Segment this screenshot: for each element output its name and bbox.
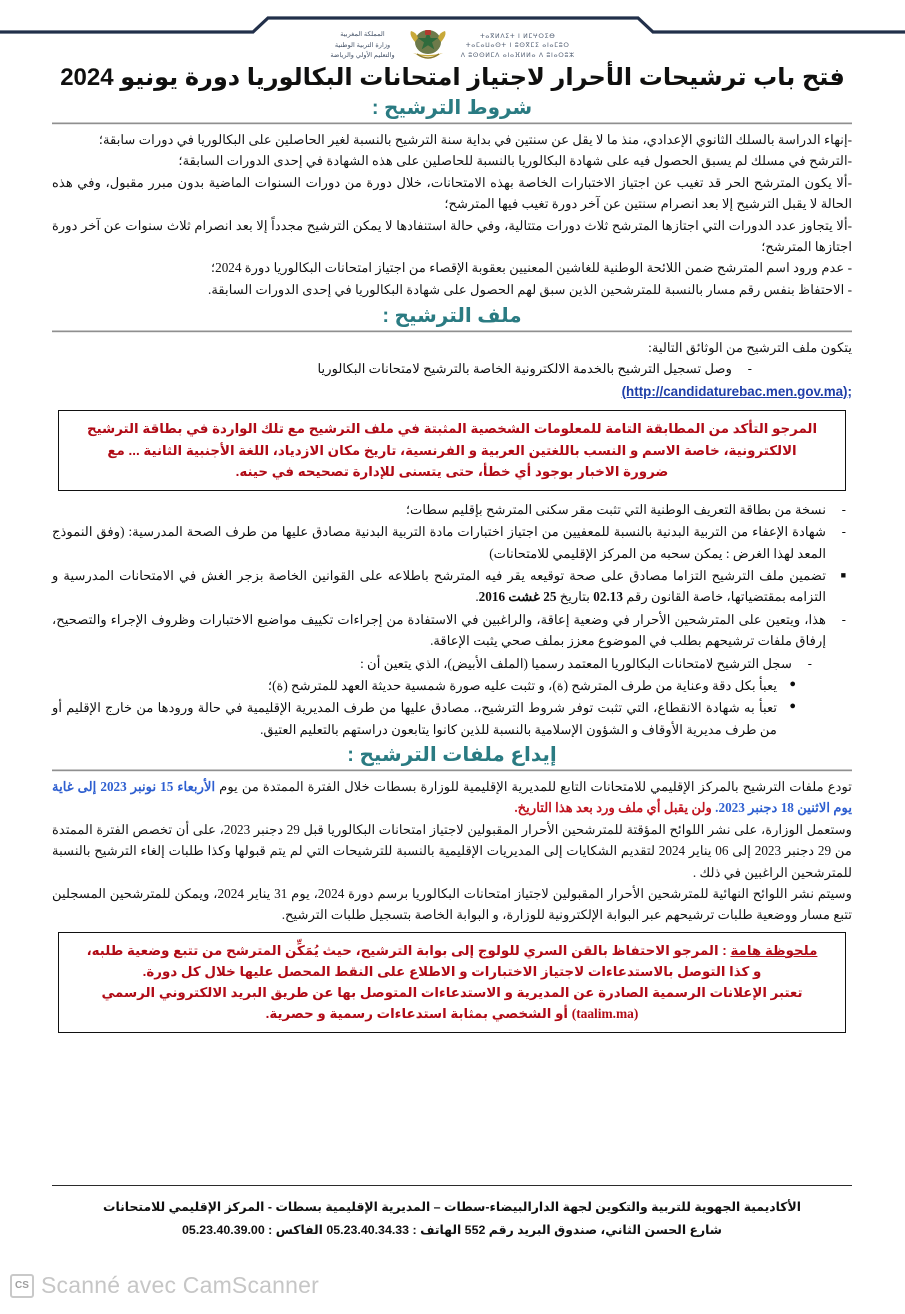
- warning-1-line-1: المرجو التأكد من المطابقة التامة للمعلومات الشخصية المثبتة في ملف الترشيح مع تلك الواردة في بطاقة الترشيح: [86, 421, 818, 437]
- condition-text-1: -إنهاء الدراسة بالسلك الثانوي الإعدادي، منذ ما لا يقل عن سنتين في بداية سنة الترشيح بالنسبة لغير الحاصلين على البكالوريا في دورات سابقة؛: [98, 132, 852, 147]
- footer-divider: [52, 1185, 852, 1186]
- warning-2-line-2: و كذا التوصل بالاستدعاءات لاجتياز الاختبارات و الاطلاع على النقط المحصل عليها خلال كل دورة.: [142, 963, 762, 979]
- condition-text-3: -ألا يكون المترشح الحر قد تغيب عن اجتياز الاختبارات الخاصة بهذه الامتحانات، خلال دورة من دورات السنوات الماضية بدون مبرر مقبول، وفي هذه الحالة لا يقبل الترشيح إلا بعد انصرام سنتين عن آخر دورة تغيب فيها المترشح؛: [52, 174, 852, 212]
- footer-contact: [52, 1219, 852, 1242]
- camscanner-icon: CS: [10, 1274, 34, 1298]
- warning-2-line-4-post: أو الشخصي بمثابة استدعاءات رسمية و حصرية.: [265, 1006, 572, 1022]
- list-item: [52, 697, 852, 740]
- warning-1-line-3: ضرورة الاخبار بوجود أي خطأ، حتى يتسنى للإدارة تصحيحه في حينه.: [235, 463, 669, 479]
- file-documents-list: [52, 499, 852, 674]
- arabic-line-1: المملكة المغربية: [340, 31, 385, 39]
- list-item: [52, 609, 852, 652]
- arabic-ministry-text: [330, 30, 394, 62]
- ministry-header: [0, 22, 905, 70]
- file-doc-3-text: [52, 568, 826, 604]
- deposit-p1-intro: تودع ملفات الترشيح بالمركز الإقليمي للامتحانات التابع للمديرية الإقليمية للوزارة بسطات خلال الفترة الممتدة من يوم: [215, 779, 852, 795]
- list-item: [52, 653, 852, 674]
- warning-box-personal-data: [58, 410, 846, 491]
- dash-marker: -: [841, 611, 846, 627]
- condition-text-2: -الترشح في مسلك لم يسبق الحصول فيه على شهادة البكالوريا بالنسبة للحاصلين على هذه الشهادة في إحدى الدورات السابقة؛: [178, 153, 852, 169]
- bullet-marker: ●: [789, 700, 796, 713]
- file-intro-text: يتكون ملف الترشيح من الوثائق التالية:: [648, 340, 852, 355]
- bullet-marker: ●: [789, 677, 796, 690]
- section-heading-conditions: شروط الترشيح :: [371, 97, 533, 119]
- file-doc-2-text: شهادة الإعفاء من التربية البدنية بالنسبة للمعفيين من اجتياز اختبارات مادة التربية البدنية مصادق عليها من طرف الصحة المدرسية: (وفق النموذج المعد لهذا الغرض : يمكن سحبه من المركز الإقليمي للامتحانات): [52, 524, 826, 561]
- tifinagh-line-2: ⵜⴰⵎⴰⵡⴰⵙⵜ ⵏ ⵓⵙⴳⵎⵉ ⴰⵏⴰⵎⵓⵔ: [465, 42, 570, 50]
- tifinagh-line-3: ⴷ ⵓⵙⵙⵍⵎⴷ ⴰⵏⴰⴼⵍⵍⴰ ⴷ ⵓⵏⴰⵔⵓⵣ: [460, 51, 575, 59]
- condition-text-5: - عدم ورود اسم المترشح ضمن اللائحة الوطنية للغاشين المعنيين بعقوبة الإقصاء من اجتياز امتحانات البكالوريا دورة 2024؛: [210, 260, 852, 276]
- condition-text-4: -ألا يتجاوز عدد الدورات التي اجتازها المترشح ثلاث دورات متتالية، وفي حالة استنفادها لا يمكن الترشيح مجدداً إلا بعد انصرام ثلاث سنوات عن آخر دورة اجتازها المترشح؛: [52, 217, 852, 254]
- footer-fax-label: الفاكس :: [264, 1222, 327, 1237]
- list-item: [52, 358, 852, 379]
- dash-marker: -: [747, 361, 752, 377]
- candidature-portal-link[interactable]: (http://candidaturebac.men.gov.ma): [621, 383, 848, 399]
- list-item: [52, 499, 852, 520]
- heading-divider: [52, 769, 852, 772]
- arabic-line-3: والتعليم الأولي والرياضة: [330, 52, 395, 60]
- tifinagh-ministry-text: [461, 32, 575, 61]
- taalim-domain: (taalim.ma): [571, 1006, 639, 1022]
- deposit-paragraph-2: وستعمل الوزارة، على نشر اللوائح المؤقتة للمترشحين الأحرار المقبولين لاجتياز امتحانات البكالوريا قبل 29 دجنبر 2023، على أن تخصص الفترة الممتدة من 29 دجنبر 2023 إلى 06 يناير 2024 لتقديم الشكايات إلى المديريات الإقليمية بالنسبة للترشيحات التي لم يتم قبولها وكذا طلبات إلغاء الترشيح بالنسبة للمترشحين الراغبين في ذلك .: [52, 821, 852, 880]
- file-doc-3-part-5: .: [475, 589, 479, 605]
- file-doc-3-part-3: بتاريخ: [556, 589, 594, 605]
- law-date: 25 غشت 2016: [478, 589, 557, 605]
- footer-phone: 05.23.40.34.33: [326, 1222, 410, 1237]
- footer-organization: الأكاديمية الجهوية للتربية والتكوين لجهة الدارالبيضاء-سطات – المديرية الإقليمية بسطات - المركز الإقليمي للامتحانات: [103, 1200, 801, 1214]
- warning-2-line-4: [71, 1003, 833, 1024]
- file-item-1-text: وصل تسجيل الترشيح بالخدمة الالكترونية الخاصة بالترشيح لامتحانات البكالوريا: [317, 361, 732, 377]
- document-body: [52, 96, 852, 1041]
- list-item: [52, 565, 852, 608]
- file-doc-1-text: نسخة من بطاقة التعريف الوطنية التي تثبت مقر سكنى المترشح بإقليم سطات؛: [405, 501, 826, 517]
- dash-marker: -: [841, 501, 846, 517]
- list-item: [52, 521, 852, 564]
- file-doc-4-text: هذا، ويتعين على المترشحين الأحرار في وضعية إعاقة، والراغبين في الاستفادة من إجراءات تكييف مواضيع الاختبارات وظروف الإجراء والتصحيح، إرفاق ملفات ترشيحهم بطلب في الموضوع معزز بملف صحي يثبت الإعاقة.: [52, 611, 826, 649]
- moroccan-coat-of-arms-icon: [405, 26, 451, 66]
- warning-2-line-1-rest: : المرجو الاحتفاظ بالقن السري للولوج إلى بوابة الترشيح، حيث يُمَكِّن المترشح من تتبع وضعية طلبه،: [86, 942, 731, 958]
- heading-divider: [52, 330, 852, 333]
- file-documents-list-top: [52, 358, 852, 379]
- law-number: 02.13: [593, 589, 623, 605]
- deposit-date-range: الأربعاء 15 نونبر 2023 إلى غاية يوم الاثنين 18 دجنبر 2023.: [52, 779, 852, 816]
- section-heading-file: ملف الترشيح :: [382, 305, 522, 327]
- warning-2-line-3: تعتبر الإعلانات الرسمية الصادرة عن المديرية و الاستدعاءات المتوصل بها عن طريق البريد الالكتروني الرسمي: [101, 985, 803, 1001]
- ministry-logo: [330, 26, 574, 66]
- file-doc-3-part-1: تضمين ملف الترشيح التزاما مصادق على صحة توقيعه يقر فيه المترشح باطلاعه على القوانين الخاصة بزجر الغش في الامتحانات المدرسية و التزامه بمقتضياتها، خاصة القانون رقم: [52, 568, 826, 605]
- dash-marker: -: [841, 524, 846, 540]
- footer-fax: 05.23.40.39.00: [182, 1222, 265, 1237]
- white-file-subitems-list: [52, 675, 852, 740]
- url-suffix: ;: [847, 383, 852, 399]
- deposit-paragraph-3: وسيتم نشر اللوائح النهائية للمترشحين الأحرار المقبولين لاجتياز امتحانات البكالوريا برسم دورة 2024، يوم 31 يناير 2024، ويمكن للمترشحين المسجلين تتبع مسار ووضعية طلبات ترشيحهم عبر البوابة الإلكترونية للوزارة، و البوابة الخاصة بتسجيل طلبات الترشيح.: [52, 885, 853, 923]
- deposit-deadline-warning: ولن يقبل أي ملف ورد بعد هذا التاريخ.: [514, 800, 716, 816]
- camscanner-watermark: [10, 1272, 319, 1299]
- warning-box-important-note: [58, 932, 846, 1034]
- square-bullet-marker: ■: [840, 570, 846, 581]
- file-doc-5-text: سجل الترشيح لامتحانات البكالوريا المعتمد رسميا (الملف الأبيض)، الذي يتعين أن :: [360, 655, 792, 671]
- white-file-sub-2-text: تعبأ به شهادة الانقطاع، التي تثبت توفر شروط الترشيح،. مصادق عليها من طرف المديرية الإقليمية في حالة ورودها من خارج الإقليم أو من طرف مديرية الأوقاف و الشؤون الإسلامية بالنسبة للذين كانوا يتابعون دراستهم بالتعليم العتيق.: [52, 700, 777, 737]
- camscanner-text: Scanné avec CamScanner: [41, 1272, 319, 1298]
- warning-1-line-2: الالكترونية، خاصة الاسم و النسب باللغتين العربية و الفرنسية، تاريخ مكان الازدياد، اللغة الأجنبية الثانية ... مع: [107, 442, 797, 458]
- deposit-paragraph-1: [52, 776, 852, 819]
- important-note-label: ملحوظة هامة: [730, 942, 818, 958]
- list-item: [52, 675, 852, 696]
- footer: [52, 1196, 852, 1242]
- footer-address: شارع الحسن الثاني، صندوق البريد رقم 552 الهاتف :: [409, 1222, 722, 1237]
- arabic-line-2: وزارة التربية الوطنية: [334, 41, 391, 49]
- section-heading-deposit: إيداع ملفات الترشيح :: [347, 744, 557, 767]
- page-title: فتح باب ترشيحات الأحرار لاجتياز امتحانات البكالوريا دورة يونيو 2024: [60, 64, 845, 91]
- dash-marker: -: [807, 655, 812, 671]
- tifinagh-line-1: ⵜⴰⴳⵍⴷⵉⵜ ⵏ ⵍⵎⵖⵔⵉⴱ: [479, 32, 556, 40]
- warning-2-line-1: [71, 940, 833, 961]
- condition-text-6: - الاحتفاظ بنفس رقم مسار بالنسبة للمترشحين الذين سبق لهم الحصول على شهادة البكالوريا في إحدى الدورات السابقة.: [208, 281, 852, 297]
- file-url-line: [52, 381, 852, 403]
- white-file-sub-1-text: يعبأ بكل دقة وعناية من طرف المترشح (ة)، و تثبت عليه صورة شمسية حديثة العهد للمترشح (ة)؛: [267, 677, 777, 693]
- heading-divider: [52, 122, 852, 125]
